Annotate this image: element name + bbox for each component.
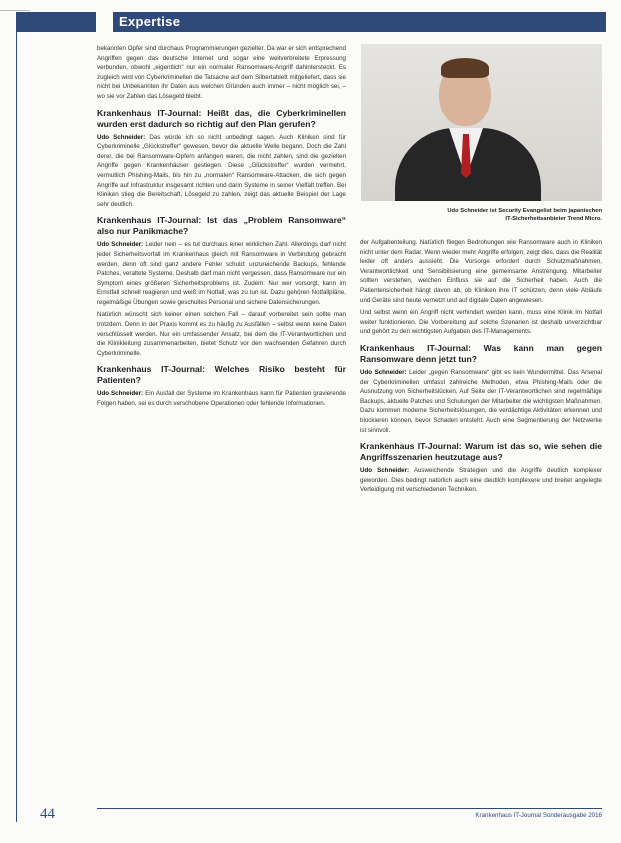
answer-text: Das würde ich so nicht unbedingt sagen. Auch Kliniken sind für Cyberkriminelle „Glückstreffer“ gewesen, bevor die aktuelle Welle begann. Doch die Zahl derer, die bei Ransomware-Opfern anfangen waren, die nicht zahlen, sind die gezielten Angriffe gegen Krankenhäuser gestiegen. Diese „Glückstreffer“ wurden vermehrt, vermutlich Phishing-Mails, bis hin zu „normalen“ Ransomware-Attacken, die sich gegen Angriffe auf Infrastruktur insgesamt richten und darin Systeme in seiner Vielfalt treffen. Bei Kliniken stieg die Bereitschaft, Lösegeld zu zahlen, zeigt das aktuelle Beispiel der Lage sehr deutlich.: [97, 133, 346, 208]
section-header: [16, 12, 606, 32]
photo-caption: [361, 207, 602, 223]
paragraph: der Aufgabenteilung. Natürlich fliegen Bedrohungen wie Ransomware auch in Kliniken nicht unter dem Radar. Wenn wieder mehr Angriffe erfolgen, zeigt dies, dass die Realität leider oft anders aussieht. Die Vorsorge erfordert durch Schutzmaßnahmen, Verantwortlichkeit und Sensibilisierung eine gemeinsame Anstrengung. Mitarbeiter sollten verstehen, welchen Einfluss sie auf die Sicherheit haben. Auch die Patientensicherheit hängt davon ab, ob Kliniken ihre IT schützen, denn viele Abläufe und Geräte sind heute vernetzt und auf digitale Daten angewiesen.: [360, 239, 602, 304]
footer-rule: [97, 808, 602, 809]
margin-rule: [16, 32, 17, 822]
paragraph: Und selbst wenn ein Angriff nicht verhindert werden kann, muss eine Klinik im Notfall weiter funktionieren. Die Vorbereitung auf solche Szenarien ist deshalb unverzichtbar und gehört zu den wichtigsten Aufgaben des IT-Managements.: [360, 309, 602, 336]
speaker-name: Udo Schneider:: [97, 390, 144, 398]
answer-paragraph: Natürlich wünscht sich keiner einen solchen Fall – darauf vorbereitet sein sollte man trotzdem. Denn in der Praxis kommt es zu häufig zu Ausfällen – selbst wenn keine Daten verschlüsselt werden. Nur ein umfassender Ansatz, bei dem die IT-Verantwortlichen und die Klinikleitung zusammenarbeiten, bietet Schutz vor den wachsenden Gefahren durch Cyberkriminelle.: [97, 311, 346, 357]
answer-text: Ausweichende Strategien und die Angriffe deutlich komplexer geworden. Dies bedingt natürlich auch eine deutlich komplexere und breiter angelegte Verteidigung mit verschiedenen Techniken.: [360, 467, 602, 494]
question-heading: Krankenhaus IT-Journal: Welches Risiko besteht für Patienten?: [97, 364, 346, 386]
question-heading: Krankenhaus IT-Journal: Heißt das, die Cyberkriminellen wurden erst dadurch so richtig auf den Plan gerufen?: [97, 107, 346, 129]
intro-paragraph: bekannten Opfer sind durchaus Programmierungen gezielter. Da war er sich entsprechend Angriffen gegen das deutsche Internet und sogar eine weitverbreitete Erpressung verbunden, obwohl „eigentlich“ nur ein normaler Ransomware-Angriff dahintersteckt. Es zugleich wird von Cyberkriminellen die Tatsache auf dem Silbertablett mitgeliefert, dass sie nicht bei Unbekannten ihr Daten aus welchen Gründen auch immer – nicht möglich sei, – wo sie vor Zahlen das Lösegeld bleibt.: [97, 45, 346, 100]
answer-text: Ein Ausfall der Systeme im Krankenhaus kann für Patienten gravierende Folgen haben, sei es durch verschobene Operationen oder fehlende Informationen.: [97, 390, 346, 408]
photo-hair: [441, 58, 489, 78]
left-column: [97, 44, 346, 412]
crop-mark: [0, 0, 30, 11]
page-number: 44: [40, 806, 55, 822]
answer-paragraph: [360, 466, 602, 495]
answer-paragraph: [97, 133, 346, 210]
speaker-name: Udo Schneider:: [360, 467, 410, 475]
question-heading: Krankenhaus IT-Journal: Was kann man gegen Ransomware denn jetzt tun?: [360, 342, 602, 364]
speaker-name: Udo Schneider:: [97, 133, 146, 141]
answer-paragraph: [97, 389, 346, 408]
publication-name: Krankenhaus IT-Journal Sonderausgabe 2016: [475, 812, 602, 819]
portrait-photo: [361, 44, 602, 201]
answer-text: Leider nein – es tut durchaus einer wirklichen Zahl. Allerdings darf nicht jeder Sicherheitsvorfall im Krankenhaus gleich mit Ransomware in Verbindung gebracht werden, denn oft sind ganz andere Fehler schuld: unzureichende Backups, fehlende Patches, veraltete Systeme. Deshalb darf man nicht vergessen, dass Ransomware nur ein Symptom eines größeren Sicherheitsproblems ist. Zudem: Nur wer vorsorgt, kann im Ernstfall schnell reagieren und weiß im Notfall, was zu tun ist. Dazu gehören Notfallpläne, regelmäßige Übungen sowie geschultes Personal und sichere Datensicherungen.: [97, 241, 346, 306]
header-tab: [16, 12, 96, 32]
speaker-name: Udo Schneider:: [360, 368, 407, 376]
question-heading: Krankenhaus IT-Journal: Warum ist das so, wie sehen die Angriffsszenarien heutzutage aus?: [360, 441, 602, 463]
speaker-name: Udo Schneider:: [97, 241, 144, 249]
answer-text: Leider „gegen Ransomware“ gibt es kein Wundermittel. Das Arsenal der Cyberkriminellen umfasst zahlreiche Methoden, etwa Phishing-Mails oder die Ausnutzung von Sicherheitslücken. Auf Seite der IT-Verantwortlichen sind regelmäßige Backups, aktuelle Patches und Schulungen der Mitarbeiter die wichtigsten Maßnahmen. Dazu kommen moderne Sicherheitslösungen, die verdächtige Aktivitäten erkennen und blockieren können, bevor Schaden entsteht. Auch eine Segmentierung der Netzwerke ist sinnvoll.: [360, 368, 602, 434]
caption-line: Udo Schneider ist Security Evangelist beim japanischen: [447, 208, 602, 214]
answer-paragraph: [360, 368, 602, 435]
caption-line: IT-Sicherheitsanbieter Trend Micro.: [505, 216, 602, 222]
answer-paragraph: [97, 240, 346, 307]
right-column: [360, 238, 602, 498]
section-title: Expertise: [113, 12, 606, 32]
question-heading: Krankenhaus IT-Journal: Ist das „Problem Ransomware“ also nur Panikmache?: [97, 215, 346, 237]
